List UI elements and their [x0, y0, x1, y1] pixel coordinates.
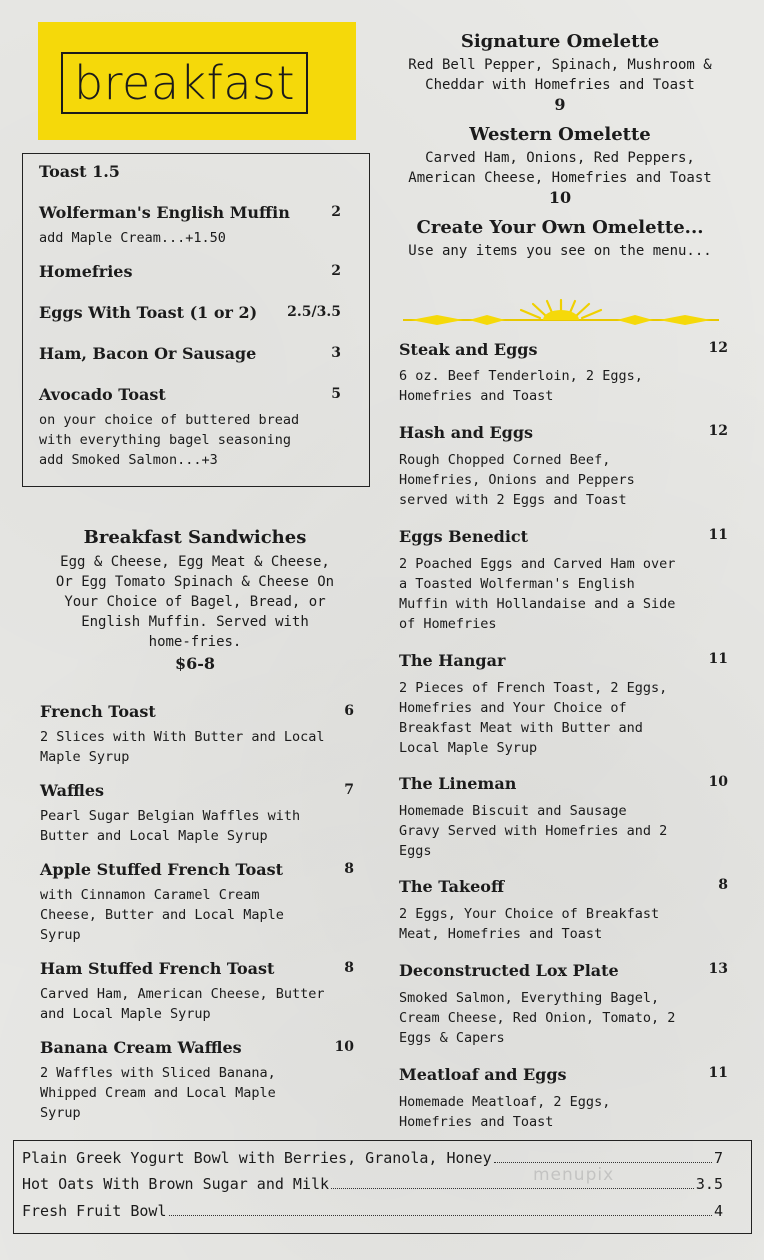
dot-leader — [331, 1177, 694, 1189]
menu-item-desc: Meat, Homefries and Toast — [399, 926, 603, 942]
menu-item-price: 5 — [331, 386, 341, 402]
extras-row — [22, 1202, 723, 1224]
menu-item-name: Homefries — [39, 262, 133, 281]
menu-item-price: 7 — [344, 782, 354, 798]
menu-item-desc: Homefries and Your Choice of — [399, 700, 627, 716]
section-desc: English Muffin. Served with — [81, 614, 309, 630]
menu-item-name: Wolferman's English Muffin — [39, 203, 290, 222]
menu-item-desc: add Smoked Salmon...+3 — [39, 452, 218, 468]
menu-item-desc: Cheese, Butter and Local Maple — [40, 907, 284, 923]
menu-item-desc: Homefries, Onions and Peppers — [399, 472, 635, 488]
page-title: breakfast — [73, 56, 296, 110]
menu-item-price: 8 — [344, 960, 354, 976]
menu-item-name: Banana Cream Waffles — [40, 1038, 242, 1057]
omelette-desc: Use any items you see on the menu... — [408, 243, 712, 259]
menu-item-name: Ham Stuffed French Toast — [40, 959, 275, 978]
menu-item-name: The Lineman — [399, 774, 517, 793]
section-desc: Your Choice of Bagel, Bread, or — [64, 594, 326, 610]
menu-item-desc: Homemade Meatloaf, 2 Eggs, — [399, 1094, 611, 1110]
menu-item-desc: served with 2 Eggs and Toast — [399, 492, 627, 508]
menu-item-name: Eggs With Toast (1 or 2) — [39, 303, 258, 322]
menu-item-name: Avocado Toast — [39, 385, 166, 404]
menu-item-desc: Syrup — [40, 927, 81, 943]
menu-item-price: 10 — [334, 1039, 354, 1055]
menu-item-name: French Toast — [40, 702, 156, 721]
menu-item-desc: Rough Chopped Corned Beef, — [399, 452, 611, 468]
menu-item-desc: and Local Maple Syrup — [40, 1006, 211, 1022]
menu-item-name: The Takeoff — [399, 877, 505, 896]
watermark: menupix — [533, 1165, 615, 1185]
sandwiches-section — [20, 527, 370, 673]
menu-item-desc: Homefries and Toast — [399, 388, 554, 404]
menu-item-desc: Carved Ham, American Cheese, Butter — [40, 986, 325, 1002]
menu-item-price: 2 — [331, 204, 341, 220]
menu-item-name: The Hangar — [399, 651, 506, 670]
extras-item-price: 3.5 — [695, 1175, 723, 1193]
menu-item-name: Eggs Benedict — [399, 527, 529, 546]
menu-item-desc: 2 Slices with With Butter and Local — [40, 729, 325, 745]
menu-item-name: Waffles — [40, 781, 104, 800]
menu-item-desc: Homemade Biscuit and Sausage — [399, 803, 627, 819]
menu-item-desc: with everything bagel seasoning — [39, 432, 291, 448]
section-desc: home-fries. — [148, 634, 242, 650]
omelette-desc: Cheddar with Homefries and Toast — [425, 77, 695, 93]
menu-item-desc: Homefries and Toast — [399, 1114, 554, 1130]
extras-item-name: Fresh Fruit Bowl — [22, 1202, 167, 1220]
omelette-desc: Carved Ham, Onions, Red Peppers, — [425, 150, 695, 166]
menu-item-desc: Local Maple Syrup — [399, 740, 538, 756]
menu-item-desc: Eggs & Capers — [399, 1030, 505, 1046]
menu-item-desc: Butter and Local Maple Syrup — [40, 828, 268, 844]
menu-item-price: 8 — [718, 877, 728, 893]
extras-box — [13, 1140, 752, 1234]
menu-item-desc: of Homefries — [399, 616, 497, 632]
menu-item-desc: Whipped Cream and Local Maple — [40, 1085, 276, 1101]
extras-item-price: 7 — [713, 1149, 723, 1167]
menu-item-name: Deconstructed Lox Plate — [399, 961, 619, 980]
menu-item-name: Toast 1.5 — [39, 162, 120, 181]
extras-row — [22, 1175, 723, 1197]
section-title: Breakfast Sandwiches — [83, 527, 307, 548]
extras-item-name: Plain Greek Yogurt Bowl with Berries, Granola, Honey — [22, 1149, 492, 1167]
menu-item-desc: 6 oz. Beef Tenderloin, 2 Eggs, — [399, 368, 643, 384]
menu-item-desc: 2 Waffles with Sliced Banana, — [40, 1065, 276, 1081]
extras-row — [22, 1149, 723, 1171]
menu-item-name: Ham, Bacon Or Sausage — [39, 344, 257, 363]
menu-item-desc: Gravy Served with Homefries and 2 — [399, 823, 668, 839]
menu-item-desc: Breakfast Meat with Butter and — [399, 720, 643, 736]
sunburst-divider-icon — [403, 298, 719, 334]
menu-item-desc: Maple Syrup — [40, 749, 130, 765]
menu-item-price: 12 — [708, 340, 728, 356]
menu-item-price: 2.5/3.5 — [287, 304, 341, 320]
menu-item-desc: Cream Cheese, Red Onion, Tomato, 2 — [399, 1010, 676, 1026]
menu-item-desc: 2 Pieces of French Toast, 2 Eggs, — [399, 680, 668, 696]
menu-item-price: 2 — [331, 263, 341, 279]
section-price: $6-8 — [174, 654, 216, 673]
extras-item-price: 4 — [713, 1202, 723, 1220]
menu-item-price: 11 — [708, 527, 728, 543]
menu-item-name: Apple Stuffed French Toast — [40, 860, 284, 879]
menu-item-desc: Syrup — [40, 1105, 81, 1121]
title-banner — [38, 22, 356, 140]
menu-item-price: 11 — [708, 1065, 728, 1081]
menu-item-desc: a Toasted Wolferman's English — [399, 576, 635, 592]
menu-item-desc: on your choice of buttered bread — [39, 412, 300, 428]
sides-box — [22, 153, 370, 487]
menu-item-price: 13 — [708, 961, 728, 977]
menu-item-desc: 2 Eggs, Your Choice of Breakfast — [399, 906, 660, 922]
omelette-section — [390, 31, 730, 261]
menu-item-price: 10 — [708, 774, 728, 790]
section-desc: Egg & Cheese, Egg Meat & Cheese, — [60, 554, 330, 570]
dot-leader — [494, 1151, 712, 1163]
menu-item-desc: Smoked Salmon, Everything Bagel, — [399, 990, 660, 1006]
menu-item-desc: Eggs — [399, 843, 432, 859]
omelette-desc: Red Bell Pepper, Spinach, Mushroom & — [408, 57, 712, 73]
menu-item-desc: Pearl Sugar Belgian Waffles with — [40, 808, 301, 824]
menu-item-price: 11 — [708, 651, 728, 667]
omelette-price: 9 — [554, 95, 566, 114]
menu-item-name: Meatloaf and Eggs — [399, 1065, 567, 1084]
section-desc: Or Egg Tomato Spinach & Cheese On — [55, 574, 335, 590]
menu-item-name: Hash and Eggs — [399, 423, 534, 442]
menu-item-price: 8 — [344, 861, 354, 877]
dot-leader — [169, 1204, 712, 1216]
menu-item-desc: 2 Poached Eggs and Carved Ham over — [399, 556, 676, 572]
menu-item-desc: add Maple Cream...+1.50 — [39, 230, 226, 246]
omelette-title: Signature Omelette — [460, 31, 660, 52]
omelette-desc: American Cheese, Homefries and Toast — [408, 170, 712, 186]
title-frame — [61, 52, 308, 114]
menu-item-desc: Muffin with Hollandaise and a Side — [399, 596, 676, 612]
omelette-title: Western Omelette — [469, 124, 651, 145]
menu-item-price: 12 — [708, 423, 728, 439]
menu-item-name: Steak and Eggs — [399, 340, 538, 359]
omelette-price: 10 — [548, 188, 572, 207]
omelette-title: Create Your Own Omelette... — [416, 217, 704, 238]
menu-item-price: 6 — [344, 703, 354, 719]
menu-item-desc: with Cinnamon Caramel Cream — [40, 887, 260, 903]
menu-item-price: 3 — [331, 345, 341, 361]
extras-item-name: Hot Oats With Brown Sugar and Milk — [22, 1175, 330, 1193]
